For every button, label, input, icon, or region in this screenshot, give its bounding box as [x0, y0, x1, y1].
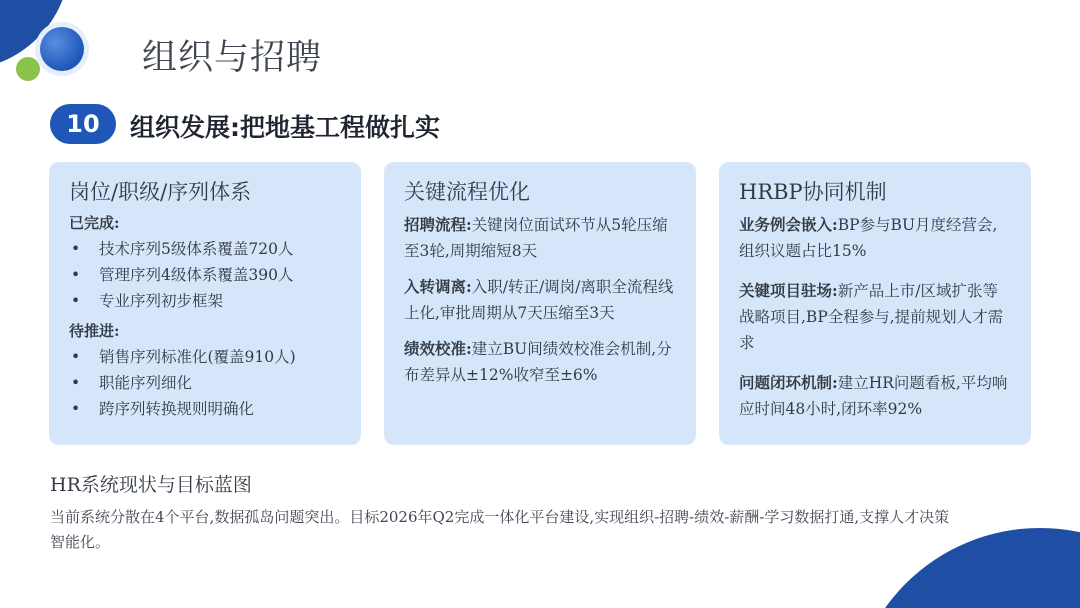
- pending-list: [69, 344, 341, 422]
- pending-label: 待推进:: [69, 322, 120, 340]
- page-title: 组织与招聘: [142, 38, 323, 78]
- section-title: 组织发展:把地基工程做扎实: [130, 113, 440, 142]
- list-item: • 职能序列细化: [69, 370, 341, 396]
- card-key-process-optimization: [384, 162, 696, 445]
- list-item: • 跨序列转换规则明确化: [69, 396, 341, 422]
- card-hrbp-collaboration: [719, 162, 1031, 445]
- item-text: 入职/转正/调岗/离职全流程线上化,审批周期从7天压缩至3天: [404, 278, 674, 322]
- list-item: • 技术序列5级体系覆盖720人: [69, 236, 341, 262]
- mechanism-item: [739, 212, 1011, 264]
- item-text: 关键岗位面试环节从5轮压缩至3轮,周期缩短8天: [404, 216, 668, 260]
- list-item: • 专业序列初步框架: [69, 288, 341, 314]
- card-title: 岗位/职级/序列体系: [69, 180, 252, 204]
- hr-system-title: HR系统现状与目标蓝图: [50, 474, 252, 496]
- process-item: [404, 336, 676, 388]
- item-label: 入转调离:: [404, 277, 472, 296]
- mechanism-item: [739, 370, 1011, 422]
- card-title: 关键流程优化: [404, 180, 530, 204]
- green-circle-decoration: [16, 57, 40, 81]
- item-text: BP参与BU月度经营会,组织议题占比15%: [739, 216, 998, 260]
- item-label: 业务例会嵌入:: [739, 215, 838, 234]
- list-item: • 管理序列4级体系覆盖390人: [69, 262, 341, 288]
- item-text: 建立BU间绩效校准会机制,分布差异从±12%收窄至±6%: [404, 340, 672, 384]
- hr-system-description: 当前系统分散在4个平台,数据孤岛问题突出。目标2026年Q2完成一体化平台建设,实现组织-招聘-绩效-薪酬-学习数据打通,支撑人才决策智能化。: [50, 508, 950, 551]
- item-text: 新产品上市/区域扩张等战略项目,BP全程参与,提前规划人才需求: [739, 282, 1004, 352]
- item-label: 绩效校准:: [404, 339, 472, 358]
- section-number-badge: 10: [50, 104, 116, 144]
- completed-label: 已完成:: [69, 214, 120, 232]
- completed-list: [69, 236, 341, 314]
- item-label: 关键项目驻场:: [739, 281, 838, 300]
- item-text: 建立HR问题看板,平均响应时间48小时,闭环率92%: [739, 374, 1008, 418]
- item-label: 招聘流程:: [404, 215, 472, 234]
- list-item: • 销售序列标准化(覆盖910人): [69, 344, 341, 370]
- mechanism-item: [739, 278, 1011, 356]
- process-item: [404, 212, 676, 264]
- card-title: HRBP协同机制: [739, 180, 887, 204]
- card-position-level-system: [49, 162, 361, 445]
- item-label: 问题闭环机制:: [739, 373, 838, 392]
- blue-circle-decoration: [40, 27, 84, 71]
- process-item: [404, 274, 676, 326]
